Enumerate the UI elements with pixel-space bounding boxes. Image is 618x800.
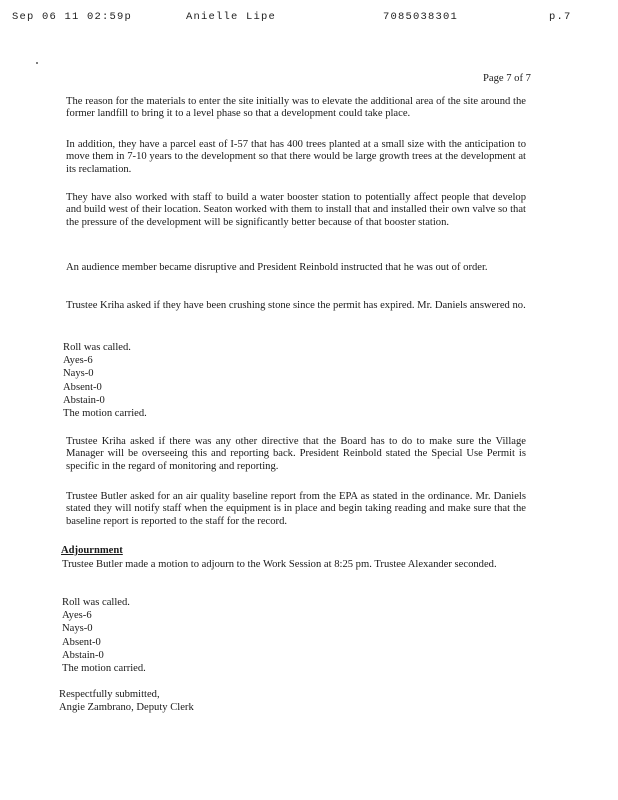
roll-call-1 bbox=[63, 342, 147, 421]
fax-page: p.7 bbox=[549, 11, 572, 23]
roll-line: Absent-0 bbox=[62, 636, 101, 648]
adjournment-heading: Adjournment bbox=[61, 545, 123, 556]
roll-line: Absent-0 bbox=[63, 381, 102, 393]
signature-closing: Respectfully submitted, bbox=[59, 689, 160, 700]
speck bbox=[36, 62, 38, 64]
adjournment-motion: Trustee Butler made a motion to adjourn to the Work Session at 8:25 pm. Trustee Alexander seconded. bbox=[62, 559, 497, 570]
roll-line: Nays-0 bbox=[63, 368, 94, 380]
roll-line: The motion carried. bbox=[62, 662, 146, 674]
fax-phone: 7085038301 bbox=[383, 11, 459, 23]
paragraph-booster-station: They have also worked with staff to build a water booster station to potentially affect people that develop and build west of their location. Seaton worked with them to install that and installed their own valve so that the pressure of the development will be significantly better because of that booster station. bbox=[66, 192, 526, 228]
roll-line: Roll was called. bbox=[62, 597, 130, 608]
paragraph-trees: In addition, they have a parcel east of I-57 that has 400 trees planted at a small size with the anticipation to move them in 7-10 years to the development so that there would be large growth trees at the development at its reclamation. bbox=[66, 139, 526, 175]
roll-line: The motion carried. bbox=[63, 407, 147, 419]
roll-line: Ayes-6 bbox=[63, 355, 93, 367]
roll-line: Ayes-6 bbox=[62, 610, 92, 622]
paragraph-audience: An audience member became disruptive and President Reinbold instructed that he was out of order. bbox=[66, 262, 488, 273]
roll-line: Abstain-0 bbox=[63, 394, 105, 406]
signature-name: Angie Zambrano, Deputy Clerk bbox=[59, 702, 194, 714]
fax-sender: Anielle Lipe bbox=[186, 11, 277, 23]
paragraph-air-quality: Trustee Butler asked for an air quality baseline report from the EPA as stated in the ordinance. Mr. Daniels stated they will notify staff when the equipment is in place and begin taking reading and make sure that the baseline report is reported to the staff for the record. bbox=[66, 491, 526, 527]
page-number: Page 7 of 7 bbox=[483, 73, 531, 84]
roll-line: Nays-0 bbox=[62, 623, 93, 635]
roll-line: Abstain-0 bbox=[62, 649, 104, 661]
paragraph-crushing-stone: Trustee Kriha asked if they have been crushing stone since the permit has expired. Mr. Daniels answered no. bbox=[66, 300, 526, 311]
roll-line: Roll was called. bbox=[63, 342, 131, 353]
paragraph-directive: Trustee Kriha asked if there was any other directive that the Board has to do to make sure the Village Manager will be overseeing this and reporting back. President Reinbold stated the Special Use Permit is specific in the regard of monitoring and reporting. bbox=[66, 436, 526, 472]
roll-call-2 bbox=[62, 597, 146, 676]
fax-header bbox=[0, 11, 618, 25]
fax-datetime: Sep 06 11 02:59p bbox=[12, 11, 133, 23]
signature-block bbox=[59, 689, 194, 716]
paragraph-site-elevation: The reason for the materials to enter the site initially was to elevate the additional area of the site around the former landfill to bring it to a level phase so that a development could take place. bbox=[66, 96, 526, 120]
